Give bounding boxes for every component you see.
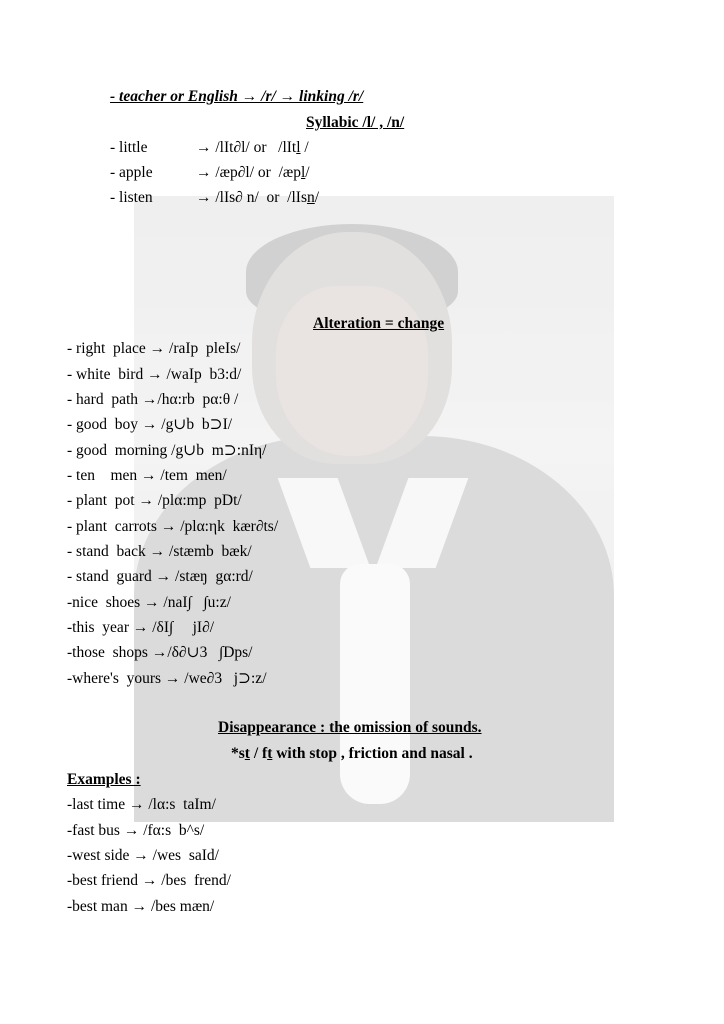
disappearance-example: -west side → /wes saId/	[67, 847, 219, 864]
disappearance-example: -best man → /bes mæn/	[67, 898, 215, 915]
alteration-item: - stand guard → /stæŋ gα:rd/	[67, 568, 253, 585]
syllabic-word: - apple	[110, 164, 153, 181]
alteration-title: Alteration = change	[313, 315, 445, 332]
linking-r-heading: - teacher or English → /r/ → linking /r/	[110, 88, 364, 105]
alteration-item: -where's yours → /we∂3 j⊃:z/	[67, 670, 267, 687]
alteration-item: -nice shoes → /naI∫ ∫u:z/	[67, 594, 231, 611]
alteration-item: - good boy → /g∪b b⊃I/	[67, 416, 233, 433]
alteration-item: - white bird → /waIp b3:d/	[67, 366, 242, 383]
syllabic-pronunciation: → /lIt∂l/ or /lItl /	[196, 139, 309, 156]
disappearance-example: -fast bus → /fα:s b^s/	[67, 822, 205, 839]
disappearance-example: -last time → /lα:s taIm/	[67, 796, 216, 813]
disappearance-title: Disappearance : the omission of sounds.	[218, 719, 482, 736]
alteration-item: -this year → /δI∫ jI∂/	[67, 619, 215, 636]
disappearance-rule: *st / ft with stop , friction and nasal .	[231, 745, 473, 762]
syllabic-word: - listen	[110, 189, 153, 206]
disappearance-example: -best friend → /bes frend/	[67, 872, 231, 889]
syllabic-word: - little	[110, 139, 148, 156]
alteration-item: - ten men → /tem men/	[67, 467, 227, 484]
alteration-item: - plant carrots → /plα:ηk kær∂ts/	[67, 518, 279, 535]
syllabic-title: Syllabic /l/ , /n/	[306, 114, 405, 131]
syllabic-pronunciation: → /lIs∂ n/ or /lIsn/	[196, 189, 320, 206]
alteration-item: - good morning /g∪b m⊃:nIη/	[67, 442, 267, 459]
alteration-item: - stand back → /stæmb bæk/	[67, 543, 252, 560]
alteration-item: - right place → /raIp pleIs/	[67, 340, 241, 357]
alteration-item: - hard path →/hα:rb pα:θ /	[67, 391, 239, 408]
alteration-item: - plant pot → /plα:mp pDt/	[67, 492, 242, 509]
alteration-item: -those shops →/δ∂∪3 ∫Dps/	[67, 644, 253, 661]
examples-label: Examples :	[67, 771, 141, 788]
syllabic-pronunciation: → /æp∂l/ or /æpl/	[196, 164, 310, 181]
